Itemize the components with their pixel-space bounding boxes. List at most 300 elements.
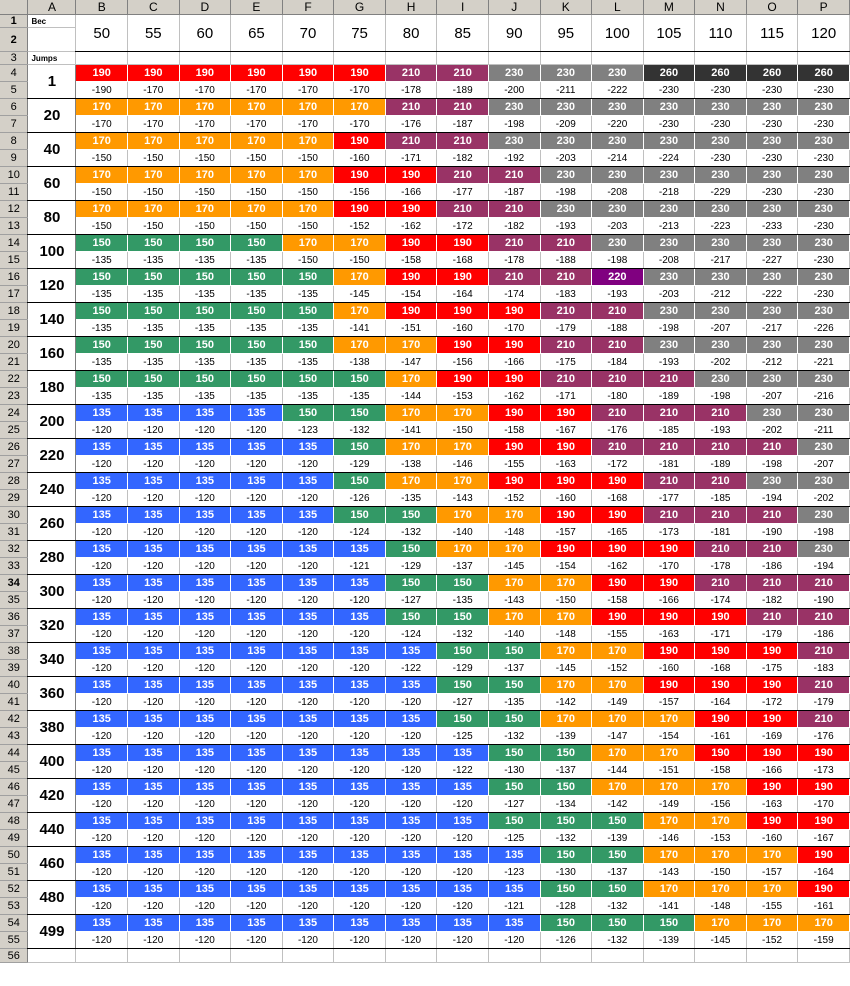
sub-value-cell[interactable]: -208 [592, 184, 644, 201]
value-cell[interactable]: 230 [695, 167, 747, 184]
value-cell[interactable]: 135 [179, 915, 231, 932]
value-cell[interactable]: 150 [76, 235, 128, 252]
sub-value-cell[interactable]: -120 [385, 694, 437, 711]
value-cell[interactable]: 135 [179, 439, 231, 456]
sub-value-cell[interactable]: -188 [592, 320, 644, 337]
value-cell[interactable]: 170 [334, 99, 386, 116]
value-cell[interactable]: 190 [643, 575, 695, 592]
sub-value-cell[interactable]: -132 [437, 626, 489, 643]
value-cell[interactable]: 170 [592, 745, 644, 762]
sub-value-cell[interactable]: -140 [488, 626, 540, 643]
row-header[interactable]: 31 [0, 524, 28, 541]
sub-value-cell[interactable]: -163 [643, 626, 695, 643]
sub-value-cell[interactable]: -120 [334, 626, 386, 643]
row-header[interactable]: 6 [0, 99, 28, 116]
value-cell[interactable]: 150 [282, 303, 334, 320]
sub-value-cell[interactable]: -120 [76, 422, 128, 439]
sub-value-cell[interactable]: -135 [231, 252, 283, 269]
value-cell[interactable]: 150 [179, 337, 231, 354]
sub-value-cell[interactable]: -184 [592, 354, 644, 371]
sub-value-cell[interactable]: -120 [179, 932, 231, 949]
jumps-cell[interactable]: 460 [28, 847, 76, 881]
sub-value-cell[interactable]: -120 [231, 898, 283, 915]
cell[interactable] [437, 949, 489, 963]
sub-value-cell[interactable]: -230 [695, 150, 747, 167]
sub-value-cell[interactable]: -170 [488, 320, 540, 337]
value-cell[interactable]: 230 [643, 133, 695, 150]
sub-value-cell[interactable]: -186 [798, 626, 850, 643]
value-cell[interactable]: 210 [695, 507, 747, 524]
sub-value-cell[interactable]: -170 [231, 82, 283, 99]
sub-value-cell[interactable]: -132 [592, 932, 644, 949]
value-cell[interactable]: 135 [231, 473, 283, 490]
sub-value-cell[interactable]: -175 [746, 660, 798, 677]
sub-value-cell[interactable]: -150 [282, 184, 334, 201]
jumps-cell[interactable]: 360 [28, 677, 76, 711]
value-cell[interactable]: 150 [76, 337, 128, 354]
sub-value-cell[interactable]: -120 [437, 932, 489, 949]
sub-value-cell[interactable]: -185 [695, 490, 747, 507]
value-cell[interactable]: 135 [231, 779, 283, 796]
value-cell[interactable]: 170 [76, 201, 128, 218]
value-cell[interactable]: 135 [334, 541, 386, 558]
value-cell[interactable]: 230 [695, 371, 747, 388]
value-cell[interactable]: 135 [179, 609, 231, 626]
sub-value-cell[interactable]: -120 [128, 762, 180, 779]
value-cell[interactable]: 230 [488, 133, 540, 150]
value-cell[interactable]: 150 [128, 235, 180, 252]
sub-value-cell[interactable]: -174 [695, 592, 747, 609]
value-cell[interactable]: 230 [798, 201, 850, 218]
sub-value-cell[interactable]: -183 [798, 660, 850, 677]
sub-value-cell[interactable]: -126 [540, 932, 592, 949]
value-cell[interactable]: 135 [128, 439, 180, 456]
column-header[interactable]: D [179, 0, 231, 15]
value-cell[interactable]: 170 [334, 269, 386, 286]
column-header[interactable]: N [695, 0, 747, 15]
value-cell[interactable]: 135 [179, 847, 231, 864]
sub-value-cell[interactable]: -137 [592, 864, 644, 881]
value-cell[interactable]: 150 [437, 643, 489, 660]
value-cell[interactable]: 230 [746, 99, 798, 116]
cell[interactable] [643, 52, 695, 65]
sub-value-cell[interactable]: -120 [231, 830, 283, 847]
value-cell[interactable]: 150 [76, 269, 128, 286]
sub-value-cell[interactable]: -230 [798, 82, 850, 99]
sub-value-cell[interactable]: -179 [746, 626, 798, 643]
sub-value-cell[interactable]: -158 [488, 422, 540, 439]
value-cell[interactable]: 150 [385, 575, 437, 592]
value-cell[interactable]: 230 [746, 405, 798, 422]
value-cell[interactable]: 135 [334, 575, 386, 592]
cell[interactable] [76, 52, 128, 65]
sub-value-cell[interactable]: -120 [231, 694, 283, 711]
sub-value-cell[interactable]: -120 [76, 490, 128, 507]
sub-value-cell[interactable]: -166 [643, 592, 695, 609]
value-cell[interactable]: 135 [437, 779, 489, 796]
value-cell[interactable]: 230 [695, 201, 747, 218]
sub-value-cell[interactable]: -181 [643, 456, 695, 473]
sub-value-cell[interactable]: -120 [231, 592, 283, 609]
sub-value-cell[interactable]: -135 [76, 286, 128, 303]
value-cell[interactable]: 220 [592, 269, 644, 286]
value-cell[interactable]: 210 [643, 473, 695, 490]
sub-value-cell[interactable]: -223 [695, 218, 747, 235]
jumps-cell[interactable]: 480 [28, 881, 76, 915]
value-cell[interactable]: 230 [643, 337, 695, 354]
cell[interactable] [592, 52, 644, 65]
sub-value-cell[interactable]: -175 [540, 354, 592, 371]
value-cell[interactable]: 135 [385, 711, 437, 728]
value-cell[interactable]: 170 [128, 99, 180, 116]
sub-value-cell[interactable]: -150 [231, 150, 283, 167]
value-cell[interactable]: 135 [179, 779, 231, 796]
value-cell[interactable]: 210 [695, 575, 747, 592]
value-cell[interactable]: 150 [179, 235, 231, 252]
sub-value-cell[interactable]: -170 [128, 116, 180, 133]
sub-value-cell[interactable]: -120 [128, 558, 180, 575]
sub-value-cell[interactable]: -162 [592, 558, 644, 575]
value-cell[interactable]: 135 [231, 541, 283, 558]
value-cell[interactable]: 190 [334, 133, 386, 150]
sub-value-cell[interactable]: -135 [231, 320, 283, 337]
value-cell[interactable]: 210 [488, 167, 540, 184]
sub-value-cell[interactable]: -135 [128, 252, 180, 269]
value-cell[interactable]: 170 [695, 915, 747, 932]
sub-value-cell[interactable]: -135 [179, 252, 231, 269]
row-header[interactable]: 35 [0, 592, 28, 609]
sub-value-cell[interactable]: -150 [179, 184, 231, 201]
cell[interactable] [231, 949, 283, 963]
sub-value-cell[interactable]: -123 [282, 422, 334, 439]
cell[interactable] [334, 52, 386, 65]
sub-value-cell[interactable]: -120 [437, 864, 489, 881]
jumps-cell[interactable]: 140 [28, 303, 76, 337]
value-cell[interactable]: 135 [231, 915, 283, 932]
sub-value-cell[interactable]: -163 [746, 796, 798, 813]
sub-value-cell[interactable]: -120 [179, 762, 231, 779]
value-cell[interactable]: 135 [282, 609, 334, 626]
cell[interactable] [385, 52, 437, 65]
sub-value-cell[interactable]: -135 [385, 490, 437, 507]
value-cell[interactable]: 230 [746, 201, 798, 218]
row-header[interactable]: 41 [0, 694, 28, 711]
sub-value-cell[interactable]: -185 [643, 422, 695, 439]
sub-value-cell[interactable]: -129 [334, 456, 386, 473]
value-cell[interactable]: 210 [798, 575, 850, 592]
sub-value-cell[interactable]: -120 [128, 456, 180, 473]
cell[interactable] [540, 52, 592, 65]
select-all-corner[interactable] [0, 0, 28, 15]
sub-value-cell[interactable]: -120 [76, 830, 128, 847]
sub-value-cell[interactable]: -230 [798, 286, 850, 303]
sub-value-cell[interactable]: -171 [695, 626, 747, 643]
value-cell[interactable]: 170 [385, 337, 437, 354]
sub-value-cell[interactable]: -129 [437, 660, 489, 677]
value-cell[interactable]: 230 [798, 473, 850, 490]
row-header[interactable]: 54 [0, 915, 28, 932]
value-cell[interactable]: 190 [385, 303, 437, 320]
value-cell[interactable]: 150 [540, 745, 592, 762]
value-cell[interactable]: 190 [695, 643, 747, 660]
sub-value-cell[interactable]: -150 [334, 252, 386, 269]
row-header[interactable]: 47 [0, 796, 28, 813]
sub-value-cell[interactable]: -227 [746, 252, 798, 269]
value-cell[interactable]: 150 [540, 813, 592, 830]
sub-value-cell[interactable]: -193 [643, 354, 695, 371]
jumps-cell[interactable]: 280 [28, 541, 76, 575]
sub-value-cell[interactable]: -120 [128, 660, 180, 677]
sub-value-cell[interactable]: -145 [334, 286, 386, 303]
sub-value-cell[interactable]: -157 [746, 864, 798, 881]
sub-value-cell[interactable]: -150 [128, 218, 180, 235]
sub-value-cell[interactable]: -164 [437, 286, 489, 303]
jumps-cell[interactable]: 420 [28, 779, 76, 813]
sub-value-cell[interactable]: -138 [334, 354, 386, 371]
value-cell[interactable]: 190 [437, 303, 489, 320]
value-cell[interactable]: 230 [695, 303, 747, 320]
sub-value-cell[interactable]: -156 [695, 796, 747, 813]
sub-value-cell[interactable]: -152 [746, 932, 798, 949]
value-cell[interactable]: 190 [488, 371, 540, 388]
sub-value-cell[interactable]: -120 [76, 728, 128, 745]
value-cell[interactable]: 135 [282, 915, 334, 932]
sub-value-cell[interactable]: -153 [695, 830, 747, 847]
value-cell[interactable]: 170 [128, 201, 180, 218]
sub-value-cell[interactable]: -170 [334, 82, 386, 99]
value-cell[interactable]: 170 [540, 575, 592, 592]
sub-value-cell[interactable]: -174 [488, 286, 540, 303]
value-cell[interactable]: 230 [695, 133, 747, 150]
value-cell[interactable]: 170 [385, 405, 437, 422]
value-cell[interactable]: 190 [592, 575, 644, 592]
value-cell[interactable]: 230 [540, 133, 592, 150]
sub-value-cell[interactable]: -120 [334, 898, 386, 915]
value-cell[interactable]: 210 [385, 65, 437, 82]
row-header[interactable]: 28 [0, 473, 28, 490]
row-header[interactable]: 15 [0, 252, 28, 269]
sub-value-cell[interactable]: -150 [128, 184, 180, 201]
sub-value-cell[interactable]: -173 [643, 524, 695, 541]
value-cell[interactable]: 210 [746, 575, 798, 592]
value-cell[interactable]: 230 [746, 473, 798, 490]
value-cell[interactable]: 230 [746, 269, 798, 286]
sub-value-cell[interactable]: -134 [540, 796, 592, 813]
sub-value-cell[interactable]: -172 [437, 218, 489, 235]
sub-value-cell[interactable]: -161 [695, 728, 747, 745]
value-cell[interactable]: 135 [128, 609, 180, 626]
value-cell[interactable]: 135 [282, 541, 334, 558]
value-cell[interactable]: 230 [592, 65, 644, 82]
cell[interactable] [282, 949, 334, 963]
sub-value-cell[interactable]: -160 [540, 490, 592, 507]
row-header[interactable]: 39 [0, 660, 28, 677]
sub-value-cell[interactable]: -148 [540, 626, 592, 643]
sub-value-cell[interactable]: -222 [592, 82, 644, 99]
sub-value-cell[interactable]: -120 [231, 864, 283, 881]
value-cell[interactable]: 230 [643, 201, 695, 218]
value-cell[interactable]: 210 [540, 303, 592, 320]
value-cell[interactable]: 190 [540, 473, 592, 490]
value-cell[interactable]: 135 [76, 847, 128, 864]
sub-value-cell[interactable]: -120 [231, 490, 283, 507]
value-cell[interactable]: 170 [643, 711, 695, 728]
value-cell[interactable]: 190 [385, 201, 437, 218]
sub-value-cell[interactable]: -207 [798, 456, 850, 473]
value-cell[interactable]: 190 [76, 65, 128, 82]
value-cell[interactable]: 230 [798, 133, 850, 150]
sub-value-cell[interactable]: -120 [128, 626, 180, 643]
value-cell[interactable]: 210 [695, 405, 747, 422]
value-cell[interactable]: 190 [592, 609, 644, 626]
sub-value-cell[interactable]: -188 [540, 252, 592, 269]
sub-value-cell[interactable]: -120 [488, 932, 540, 949]
value-cell[interactable]: 150 [128, 269, 180, 286]
value-cell[interactable]: 135 [76, 541, 128, 558]
value-cell[interactable]: 210 [540, 235, 592, 252]
sub-value-cell[interactable]: -120 [385, 728, 437, 745]
sub-value-cell[interactable]: -120 [334, 592, 386, 609]
column-header[interactable]: P [798, 0, 850, 15]
sub-value-cell[interactable]: -189 [437, 82, 489, 99]
value-cell[interactable]: 135 [76, 813, 128, 830]
value-cell[interactable]: 210 [540, 269, 592, 286]
sub-value-cell[interactable]: -130 [488, 762, 540, 779]
jumps-cell[interactable]: 180 [28, 371, 76, 405]
value-cell[interactable]: 135 [128, 575, 180, 592]
sub-value-cell[interactable]: -120 [282, 728, 334, 745]
cell[interactable] [437, 52, 489, 65]
sub-value-cell[interactable]: -135 [179, 388, 231, 405]
sub-value-cell[interactable]: -135 [179, 320, 231, 337]
value-cell[interactable]: 230 [746, 133, 798, 150]
value-cell[interactable]: 150 [128, 303, 180, 320]
sub-value-cell[interactable]: -120 [385, 864, 437, 881]
value-cell[interactable]: 150 [179, 303, 231, 320]
sub-value-cell[interactable]: -165 [592, 524, 644, 541]
value-cell[interactable]: 150 [540, 915, 592, 932]
row-header[interactable]: 14 [0, 235, 28, 252]
value-cell[interactable]: 135 [231, 643, 283, 660]
sub-value-cell[interactable]: -120 [334, 864, 386, 881]
value-cell[interactable]: 135 [231, 575, 283, 592]
value-cell[interactable]: 135 [231, 677, 283, 694]
value-cell[interactable]: 135 [76, 881, 128, 898]
value-cell[interactable]: 170 [540, 643, 592, 660]
sub-value-cell[interactable]: -226 [798, 320, 850, 337]
value-cell[interactable]: 150 [231, 303, 283, 320]
value-cell[interactable]: 210 [437, 99, 489, 116]
value-cell[interactable]: 210 [746, 541, 798, 558]
sub-value-cell[interactable]: -150 [76, 150, 128, 167]
sub-value-cell[interactable]: -135 [179, 286, 231, 303]
value-cell[interactable]: 210 [540, 337, 592, 354]
sub-value-cell[interactable]: -150 [179, 150, 231, 167]
value-cell[interactable]: 150 [592, 847, 644, 864]
sub-value-cell[interactable]: -120 [231, 524, 283, 541]
cell[interactable] [488, 52, 540, 65]
sub-value-cell[interactable]: -181 [695, 524, 747, 541]
value-cell[interactable]: 230 [488, 99, 540, 116]
value-cell[interactable]: 135 [231, 405, 283, 422]
sub-value-cell[interactable]: -156 [334, 184, 386, 201]
sub-value-cell[interactable]: -179 [540, 320, 592, 337]
value-cell[interactable]: 150 [334, 473, 386, 490]
value-cell[interactable]: 210 [798, 677, 850, 694]
sub-value-cell[interactable]: -233 [746, 218, 798, 235]
sub-value-cell[interactable]: -120 [282, 558, 334, 575]
value-cell[interactable]: 190 [488, 405, 540, 422]
sub-value-cell[interactable]: -159 [798, 932, 850, 949]
sub-value-cell[interactable]: -120 [179, 694, 231, 711]
jumps-cell[interactable]: 340 [28, 643, 76, 677]
sub-value-cell[interactable]: -190 [746, 524, 798, 541]
sub-value-cell[interactable]: -172 [592, 456, 644, 473]
column-header[interactable]: L [592, 0, 644, 15]
sub-value-cell[interactable]: -120 [334, 762, 386, 779]
value-cell[interactable]: 170 [282, 167, 334, 184]
sub-value-cell[interactable]: -177 [643, 490, 695, 507]
row-header[interactable]: 21 [0, 354, 28, 371]
value-cell[interactable]: 230 [488, 65, 540, 82]
sub-value-cell[interactable]: -148 [488, 524, 540, 541]
sub-value-cell[interactable]: -150 [437, 422, 489, 439]
value-cell[interactable]: 230 [798, 541, 850, 558]
sub-value-cell[interactable]: -198 [540, 184, 592, 201]
value-cell[interactable]: 150 [437, 575, 489, 592]
sub-value-cell[interactable]: -120 [179, 626, 231, 643]
value-cell[interactable]: 170 [488, 541, 540, 558]
row-header[interactable]: 9 [0, 150, 28, 167]
value-cell[interactable]: 135 [76, 643, 128, 660]
sub-value-cell[interactable]: -120 [231, 932, 283, 949]
value-cell[interactable]: 230 [540, 201, 592, 218]
sub-value-cell[interactable]: -230 [746, 116, 798, 133]
value-cell[interactable]: 135 [334, 711, 386, 728]
value-cell[interactable]: 190 [592, 507, 644, 524]
sub-value-cell[interactable]: -120 [385, 830, 437, 847]
sub-value-cell[interactable]: -203 [643, 286, 695, 303]
value-cell[interactable]: 190 [695, 745, 747, 762]
value-cell[interactable]: 190 [746, 813, 798, 830]
value-cell[interactable]: 210 [746, 507, 798, 524]
value-cell[interactable]: 190 [798, 779, 850, 796]
sub-value-cell[interactable]: -120 [282, 830, 334, 847]
row-header[interactable]: 20 [0, 337, 28, 354]
sub-value-cell[interactable]: -120 [179, 490, 231, 507]
value-cell[interactable]: 190 [385, 269, 437, 286]
value-cell[interactable]: 260 [695, 65, 747, 82]
sub-value-cell[interactable]: -230 [798, 116, 850, 133]
jumps-cell[interactable]: 1 [28, 65, 76, 99]
cell[interactable] [643, 949, 695, 963]
value-cell[interactable]: 170 [437, 541, 489, 558]
sub-value-cell[interactable]: -230 [798, 252, 850, 269]
sub-value-cell[interactable]: -122 [385, 660, 437, 677]
sub-value-cell[interactable]: -120 [179, 796, 231, 813]
value-cell[interactable]: 230 [695, 235, 747, 252]
jumps-cell[interactable]: 100 [28, 235, 76, 269]
sub-value-cell[interactable]: -176 [798, 728, 850, 745]
value-cell[interactable]: 170 [540, 711, 592, 728]
value-cell[interactable]: 135 [385, 745, 437, 762]
sub-value-cell[interactable]: -198 [592, 252, 644, 269]
sub-value-cell[interactable]: -120 [231, 762, 283, 779]
sub-value-cell[interactable]: -193 [695, 422, 747, 439]
value-cell[interactable]: 230 [746, 235, 798, 252]
weight-header-cell[interactable]: 55 [128, 15, 180, 52]
value-cell[interactable]: 190 [695, 711, 747, 728]
